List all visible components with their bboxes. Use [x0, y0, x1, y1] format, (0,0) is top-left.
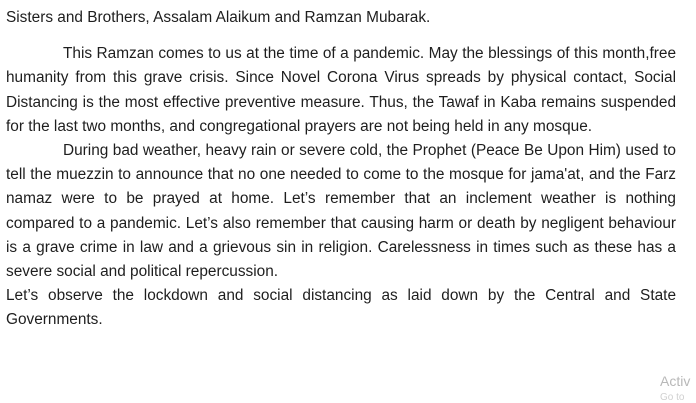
activate-windows-watermark-sub: Go to	[660, 392, 685, 403]
greeting-line: Sisters and Brothers, Assalam Alaikum and Ramzan Mubarak.	[6, 9, 431, 26]
paragraph-lockdown: Let’s observe the lockdown and social distancing as laid down by the Central and State Governments.	[6, 287, 676, 329]
activate-windows-watermark: Activ	[660, 373, 691, 389]
document-body	[6, 6, 676, 333]
paragraph-bad-weather: During bad weather, heavy rain or severe cold, the Prophet (Peace Be Upon Him) used to tell the muezzin to announce that no one needed to come to the mosque for jama'at, and the Farz namaz were to be prayed at home. Let’s remember that an inclement weather is nothing compared to a pandemic. Let’s also remember that causing harm or death by negligent behaviour is a grave crime in law and a grievous sin in religion. Carelessness in times such as these has a severe social and political repercussion.	[6, 142, 676, 281]
paragraph-pandemic: This Ramzan comes to us at the time of a pandemic. May the blessings of this month,free humanity from this grave crisis. Since Novel Corona Virus spreads by physical contact, Social Distancing is the most effective preventive measure. Thus, the Tawaf in Kaba remains suspended for the last two months, and congregational prayers are not being held in any mosque.	[6, 45, 676, 135]
